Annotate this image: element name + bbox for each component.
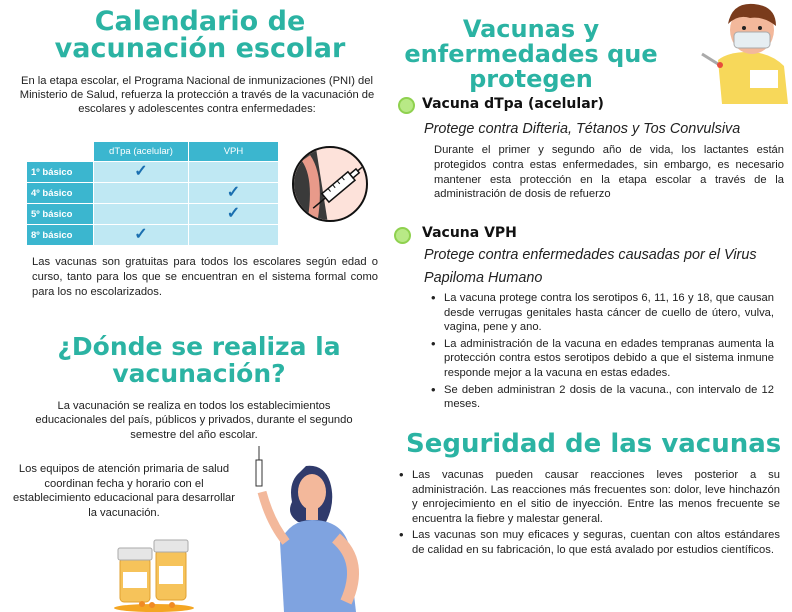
table-row xyxy=(27,204,279,225)
table-header-vph: VPH xyxy=(189,142,279,162)
dtpa-protects: Protege contra Difteria, Tétanos y Tos Convulsiva xyxy=(424,121,741,137)
list-item: • Se deben administran 2 dosis de la vacuna., con intervalo de 12 meses. xyxy=(428,383,774,412)
vph-bullet-list xyxy=(428,291,774,414)
table-header-row xyxy=(27,142,279,162)
row-label: 8º básico xyxy=(27,225,94,246)
child-mask-illustration xyxy=(698,0,792,104)
bullet-circle-icon xyxy=(398,97,415,114)
table-header-dtpa: dTpa (acelular) xyxy=(94,142,189,162)
pill-bottles-icon xyxy=(112,536,196,612)
where-title: ¿Dónde se realiza la vacunación? xyxy=(57,332,341,388)
row-label: 4º básico xyxy=(27,183,94,204)
dtpa-paragraph: Durante el primer y segundo año de vida, los lactantes están protegidos contra estas enfermedades, sin embargo, es necesario mantener esta protección en la etapa escolar a través de la administración de dosis de refuerzo xyxy=(434,144,784,201)
vaccination-schedule-table xyxy=(26,141,279,246)
list-item: • Las vacunas pueden causar reacciones leves posterior a su administración. Las reacciones más frecuentes son: dolor, leve hinchazón y enrojecimiento en el sitio de inyección. Entre las menos frecuente se encuentra la fiebre y malestar general. xyxy=(396,468,780,526)
table-header-empty xyxy=(27,142,94,162)
security-title: Seguridad de las vacunas xyxy=(406,429,782,459)
list-item: • Las vacunas son muy eficaces y seguras, cuentan con altos estándares de calidad en su fabricación, lo que está avalado por estudios científicos. xyxy=(396,528,780,557)
syringe-arm-illustration xyxy=(292,146,368,222)
vph-vaccine-name: Vacuna VPH xyxy=(422,225,517,241)
row-label: 1º básico xyxy=(27,162,94,183)
check-icon: ✓ xyxy=(134,226,148,243)
where-paragraph: La vacunación se realiza en todos los establecimientos educacionales del país, públicos y privados, durante el segundo semestre del año escolar. xyxy=(35,400,353,441)
intro-paragraph: En la etapa escolar, el Programa Nacional de inmunizaciones (PNI) del Ministerio de Salud, refuerza la protección a través de la vacunación de escolares y adolescentes contra enfermedades: xyxy=(19,75,375,116)
dtpa-vaccine-name: Vacuna dTpa (acelular) xyxy=(422,96,604,112)
bullet-circle-icon xyxy=(394,227,411,244)
table-row xyxy=(27,162,279,183)
table-row xyxy=(27,183,279,204)
syringe-icon xyxy=(294,148,368,222)
list-item: • La vacuna protege contra los serotipos 6, 11, 16 y 18, que causan desde verrugas genitales hasta cáncer de cuello de útero, vulva, vagina, pene y ano. xyxy=(428,291,774,335)
check-icon: ✓ xyxy=(226,205,241,222)
vaccines-title: Vacunas y enfermedades que protegen xyxy=(404,15,658,93)
vph-protects: Protege contra enfermedades causadas por el Virus Papiloma Humano xyxy=(424,247,757,286)
page-title: Calendario de vacunación escolar xyxy=(54,6,346,64)
table-row xyxy=(27,225,279,246)
check-icon: ✓ xyxy=(134,163,148,180)
security-bullet-list xyxy=(396,468,780,560)
free-vaccines-paragraph: Las vacunas son gratuitas para todos los escolares según edad o curso, tanto para los que se encuentran en el sistema formal como para los no escolarizados. xyxy=(32,256,378,298)
row-label: 5º básico xyxy=(27,204,94,225)
nurse-illustration xyxy=(240,442,370,612)
teams-paragraph: Los equipos de atención primaria de salud coordinan fecha y horario con el establecimiento educacional para desarrollar la vacunación. xyxy=(12,463,235,519)
check-icon: ✓ xyxy=(226,184,241,201)
list-item: • La administración de la vacuna en edades tempranas aumenta la protección contra estos serotipos debido a que el sistema inmune responde mejor a la vacuna en estas edades. xyxy=(428,337,774,381)
